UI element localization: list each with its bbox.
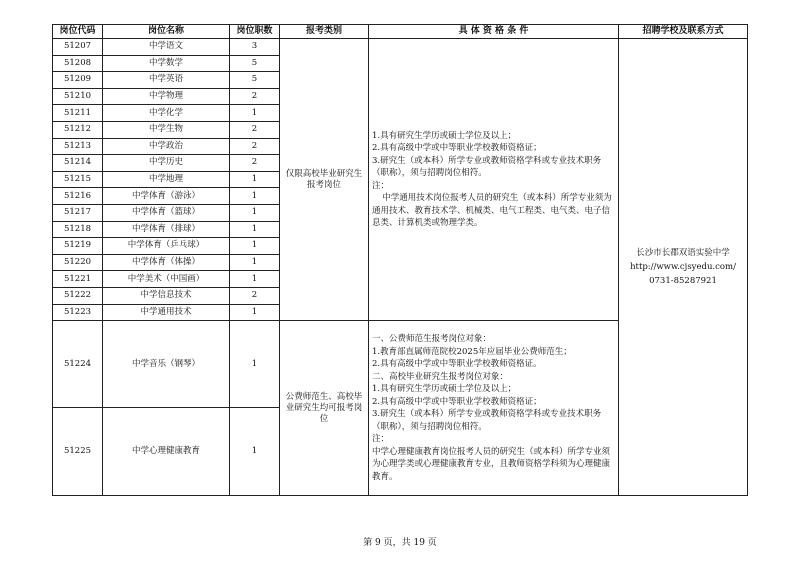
position-name: 中学体育（排球）: [103, 221, 230, 238]
position-code: 51223: [53, 304, 103, 321]
position-count: 2: [230, 155, 280, 172]
recruitment-table: [52, 24, 748, 496]
position-count: 1: [230, 304, 280, 321]
condition-line: 3.研究生（或本科）所学专业或教师资格学科或专业技术职务（职称），须与招聘岗位相符。: [372, 155, 602, 179]
position-code: 51217: [53, 204, 103, 221]
position-name: 中学体育（乒乓球）: [103, 238, 230, 255]
contact-cell: [619, 39, 748, 496]
position-count: 1: [230, 321, 280, 408]
position-name: 中学信息技术: [103, 287, 230, 304]
category-a: 仅限高校毕业研究生报考岗位: [285, 168, 363, 190]
position-name: 中学政治: [103, 138, 230, 155]
position-count: 1: [230, 105, 280, 122]
position-name: 中学语文: [103, 39, 230, 56]
category-cell-b: [280, 321, 369, 496]
position-count: 2: [230, 138, 280, 155]
school-phone: 0731-85287921: [649, 276, 717, 287]
position-code: 51221: [53, 271, 103, 288]
position-count: 1: [230, 221, 280, 238]
page-footer: 第 9 页，共 19 页: [363, 538, 437, 548]
header-category: 报考类别: [280, 25, 369, 39]
position-count: 1: [230, 408, 280, 496]
position-name: 中学英语: [103, 72, 230, 89]
position-name: 中学地理: [103, 171, 230, 188]
condition-line: 2.具有高级中学或中等职业学校教师资格证；: [372, 396, 542, 407]
header-contact: 招聘学校及联系方式: [619, 25, 748, 39]
position-count: 5: [230, 72, 280, 89]
position-code: 51211: [53, 105, 103, 122]
position-code: 51212: [53, 121, 103, 138]
position-name: 中学通用技术: [103, 304, 230, 321]
position-name: 中学体育（游泳）: [103, 188, 230, 205]
position-count: 1: [230, 254, 280, 271]
conditions-cell-a: [369, 39, 619, 321]
category-cell-a: [280, 39, 369, 321]
position-count: 1: [230, 238, 280, 255]
position-count: 3: [230, 39, 280, 56]
header-num: 岗位职数: [230, 25, 280, 39]
position-name: 中学音乐（钢琴）: [103, 321, 230, 408]
position-count: 2: [230, 287, 280, 304]
position-code: 51214: [53, 155, 103, 172]
position-count: 5: [230, 55, 280, 72]
school-url[interactable]: http://www.cjsyedu.com/: [630, 262, 736, 273]
position-code: 51219: [53, 238, 103, 255]
position-name: 中学数学: [103, 55, 230, 72]
header-name: 岗位名称: [103, 25, 230, 39]
condition-heading: 一、公费师范生报考岗位对象：: [372, 334, 492, 345]
position-name: 中学心理健康教育: [103, 408, 230, 496]
position-code: 51222: [53, 287, 103, 304]
table-row: [53, 39, 748, 56]
condition-heading: 二、高校毕业研究生报考岗位对象：: [372, 371, 509, 382]
position-code: 51218: [53, 221, 103, 238]
note-label: 注：: [372, 434, 390, 445]
condition-line: 1.具有研究生学历或硕士学位及以上；: [372, 130, 517, 141]
position-name: 中学生物: [103, 121, 230, 138]
condition-line: 1.教育部直属师范院校2025年应届毕业公费师范生；: [372, 346, 572, 357]
position-name: 中学物理: [103, 88, 230, 105]
position-code: 51213: [53, 138, 103, 155]
category-b: 公费师范生、高校毕业研究生均可报考岗位: [285, 391, 363, 424]
position-code: 51220: [53, 254, 103, 271]
position-name: 中学体育（体操）: [103, 254, 230, 271]
school-name: 长沙市长郡双语实验中学: [636, 248, 730, 259]
condition-line: 2.具有高级中学或中等职业学校教师资格证；: [372, 143, 542, 154]
position-count: 1: [230, 188, 280, 205]
position-code: 51215: [53, 171, 103, 188]
conditions-cell-b: [369, 321, 619, 496]
position-code: 51207: [53, 39, 103, 56]
header-conditions: 具 体 资 格 条 件: [369, 25, 619, 39]
position-count: 1: [230, 204, 280, 221]
condition-line: 2.具有高级中学或中等职业学校教师资格证。: [372, 359, 542, 370]
position-name: 中学美术（中国画）: [103, 271, 230, 288]
position-name: 中学化学: [103, 105, 230, 122]
position-code: 51225: [53, 408, 103, 496]
position-code: 51216: [53, 188, 103, 205]
position-code: 51210: [53, 88, 103, 105]
condition-line: 3.研究生（或本科）所学专业或教师资格学科或专业技术职务（职称），须与招聘岗位相符。: [372, 409, 602, 432]
position-count: 2: [230, 88, 280, 105]
header-code: 岗位代码: [53, 25, 103, 39]
position-code: 51209: [53, 72, 103, 89]
note-text: 中学心理健康教育岗位报考人员的研究生（或本科）所学专业须为心理学类或心理健康教育专业，且教师资格学科须为心理健康教育。: [372, 446, 611, 482]
note-text: 中学通用技术岗位报考人员的研究生（或本科）所学专业须为通用技术、教育技术学、机械类、电气工程类、电气类、电子信息类、计算机类或物理学类。: [372, 193, 612, 229]
position-code: 51224: [53, 321, 103, 408]
position-name: 中学历史: [103, 155, 230, 172]
header-row: [53, 25, 748, 39]
position-count: 1: [230, 171, 280, 188]
position-code: 51208: [53, 55, 103, 72]
note-label: 注：: [372, 180, 390, 191]
condition-line: 1.具有研究生学历或硕士学位及以上；: [372, 384, 517, 395]
position-count: 2: [230, 121, 280, 138]
position-name: 中学体育（篮球）: [103, 204, 230, 221]
position-count: 1: [230, 271, 280, 288]
